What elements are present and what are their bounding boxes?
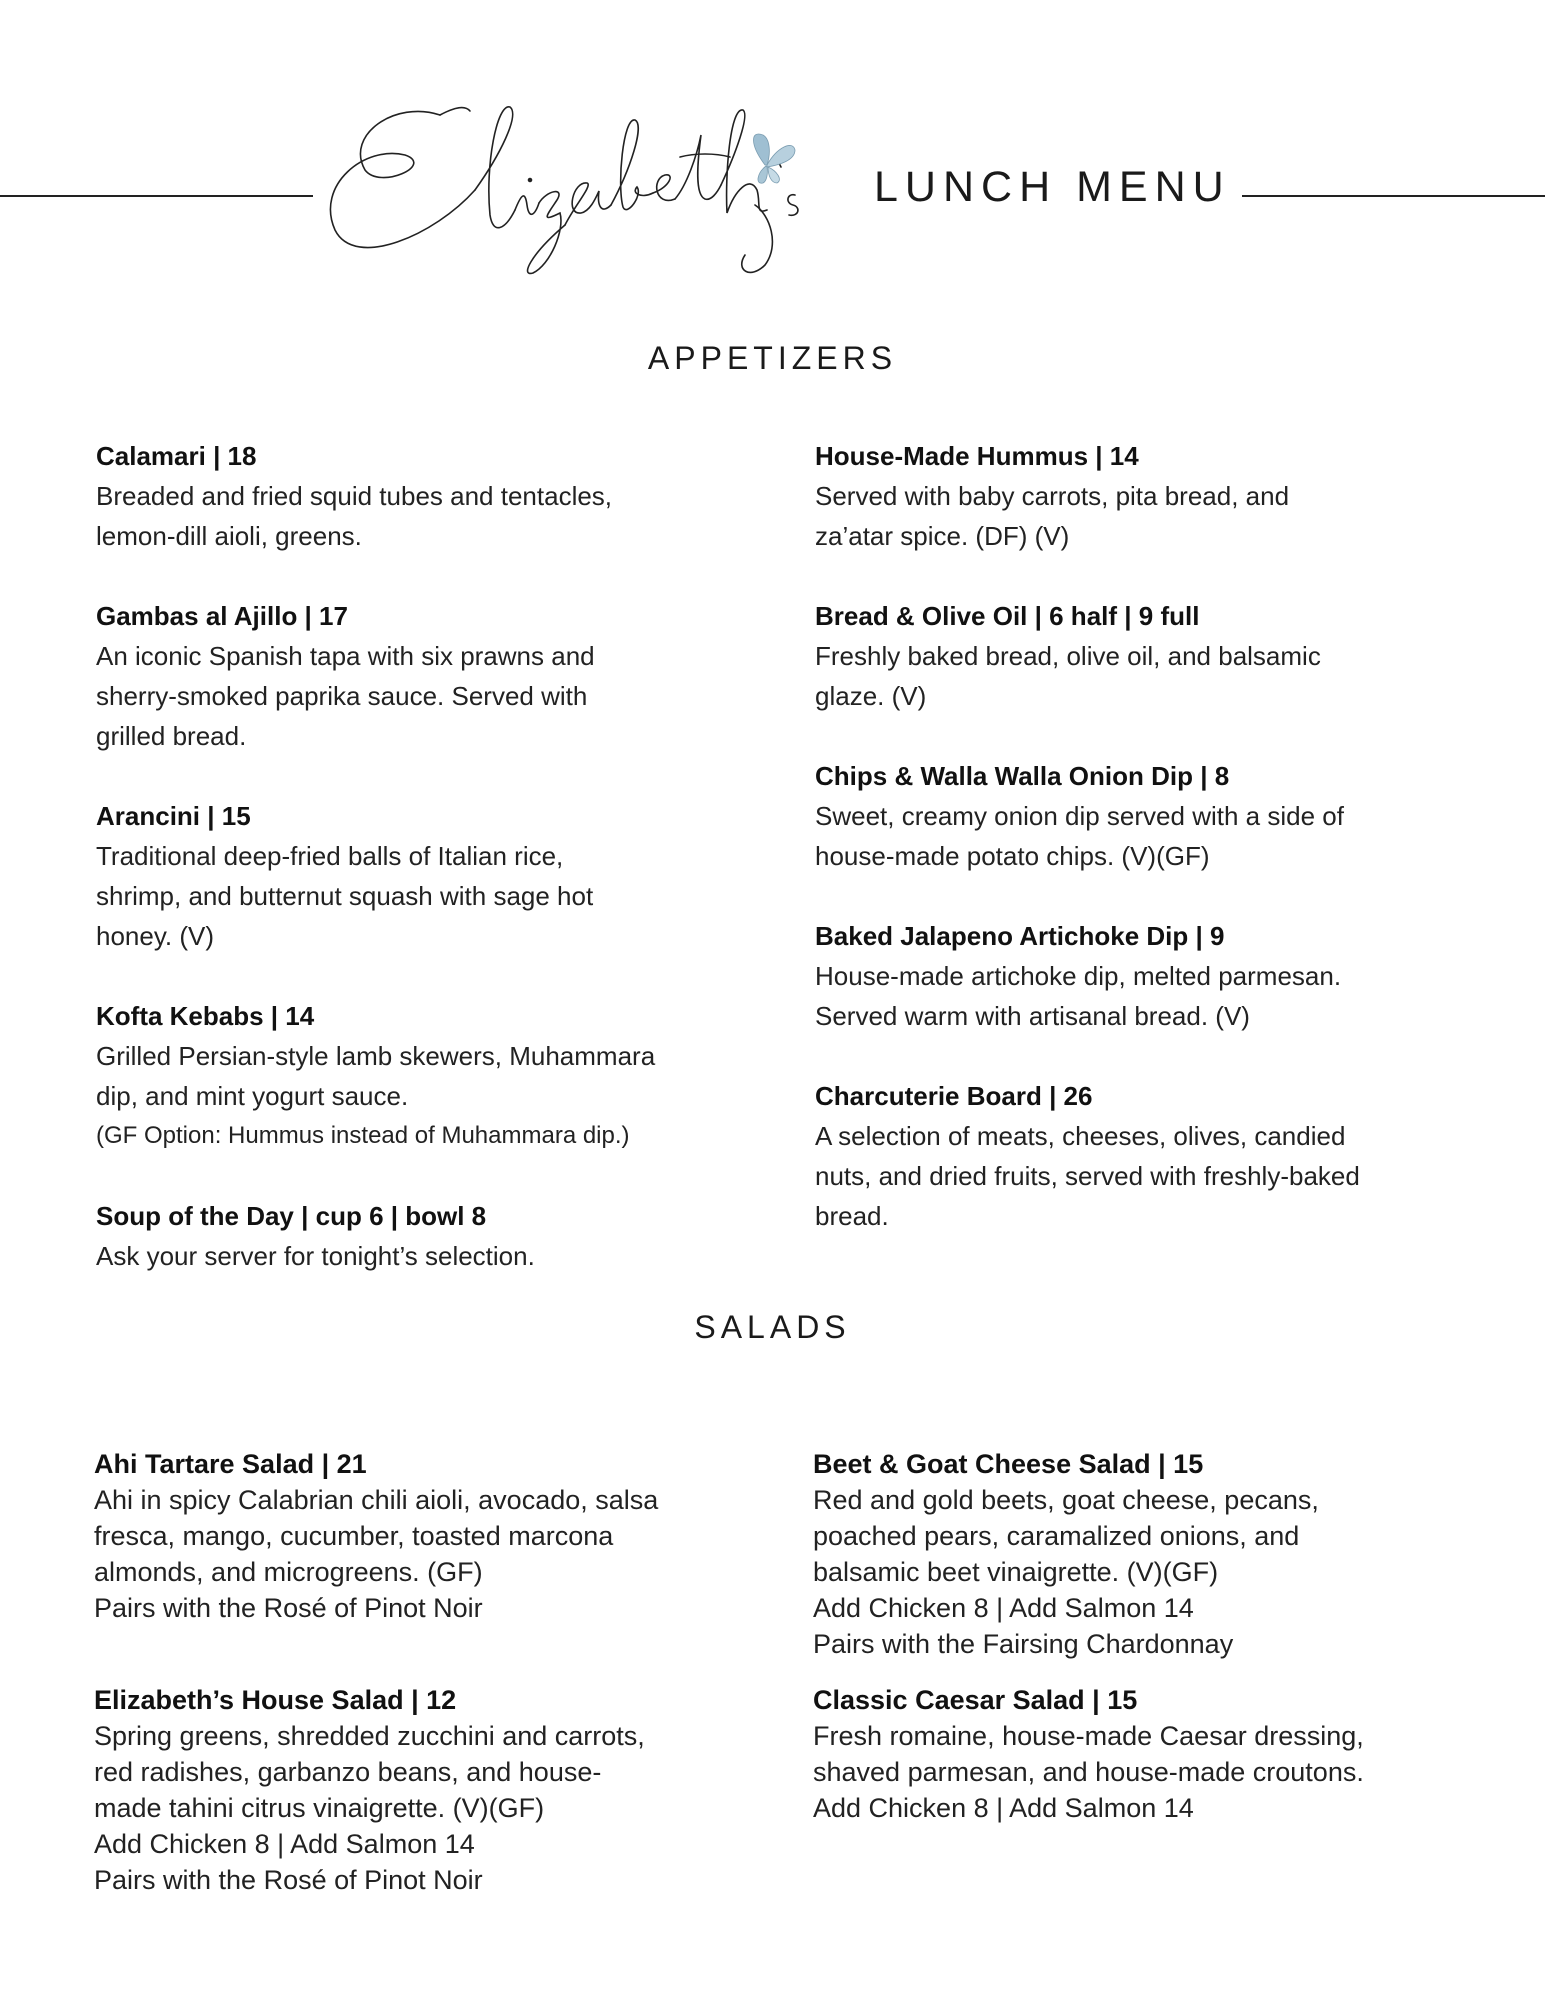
item-description: Sweet, creamy onion dip served with a side of house-made potato chips. (V)(GF) xyxy=(815,801,1344,871)
item-description: Breaded and fried squid tubes and tentacles, lemon-dill aioli, greens. xyxy=(96,481,613,551)
item-title: House-Made Hummus | 14 xyxy=(815,441,1139,471)
menu-item xyxy=(815,756,1495,876)
menu-item xyxy=(815,916,1495,1036)
menu-item xyxy=(815,596,1495,716)
menu-item xyxy=(94,1682,774,1898)
appetizers-heading: APPETIZERS xyxy=(647,340,898,376)
butterfly-icon xyxy=(753,134,795,183)
appetizers-left-column xyxy=(96,436,776,1276)
appetizers-right-column xyxy=(815,436,1495,1236)
item-title: Classic Caesar Salad | 15 xyxy=(813,1685,1138,1715)
menu-item xyxy=(813,1682,1493,1826)
item-description: Freshly baked bread, olive oil, and balsamic glaze. (V) xyxy=(815,641,1321,711)
menu-header xyxy=(0,0,1545,300)
elizabeths-logo xyxy=(325,95,815,280)
item-title: Kofta Kebabs | 14 xyxy=(96,1001,315,1031)
menu-item xyxy=(96,596,776,756)
menu-item xyxy=(815,436,1495,556)
item-title: Arancini | 15 xyxy=(96,801,251,831)
item-description: Ahi in spicy Calabrian chili aioli, avocado, salsa fresca, mango, cucumber, toasted marcona almonds, and microgreens. (GF) Pairs with the Rosé of Pinot Noir xyxy=(94,1485,659,1623)
item-title: Soup of the Day | cup 6 | bowl 8 xyxy=(96,1201,487,1231)
item-title: Charcuterie Board | 26 xyxy=(815,1081,1093,1111)
item-title: Chips & Walla Walla Onion Dip | 8 xyxy=(815,761,1230,791)
item-description: Served with baby carrots, pita bread, and za’atar spice. (DF) (V) xyxy=(815,481,1290,551)
item-title: Bread & Olive Oil | 6 half | 9 full xyxy=(815,601,1200,631)
item-note: (GF Option: Hummus instead of Muhammara dip.) xyxy=(96,1122,630,1149)
item-description: Ask your server for tonight’s selection. xyxy=(96,1241,535,1271)
item-description: Spring greens, shredded zucchini and carrots, red radishes, garbanzo beans, and house- made tahini citrus vinaigrette. (V)(GF) Add Chicken 8 | Add Salmon 14 Pairs with the Rosé of Pinot Noir xyxy=(94,1721,645,1895)
menu-title: LUNCH MENU xyxy=(874,163,1231,211)
item-title: Elizabeth’s House Salad | 12 xyxy=(94,1685,457,1715)
menu-item xyxy=(813,1446,1493,1662)
item-title: Baked Jalapeno Artichoke Dip | 9 xyxy=(815,921,1225,951)
item-description: Traditional deep-fried balls of Italian rice, shrimp, and butternut squash with sage hot honey. (V) xyxy=(96,841,594,951)
item-description: An iconic Spanish tapa with six prawns and sherry-smoked paprika sauce. Served with grilled bread. xyxy=(96,641,595,751)
menu-item xyxy=(815,1076,1495,1236)
menu-item xyxy=(94,1446,774,1626)
item-description: House-made artichoke dip, melted parmesan. Served warm with artisanal bread. (V) xyxy=(815,961,1342,1031)
item-description: Fresh romaine, house-made Caesar dressing, shaved parmesan, and house-made croutons. Add Chicken 8 | Add Salmon 14 xyxy=(813,1721,1364,1823)
item-title: Beet & Goat Cheese Salad | 15 xyxy=(813,1449,1204,1479)
menu-item xyxy=(96,996,776,1156)
item-description: Grilled Persian-style lamb skewers, Muhammara dip, and mint yogurt sauce. xyxy=(96,1041,656,1111)
menu-item xyxy=(96,436,776,556)
item-title: Gambas al Ajillo | 17 xyxy=(96,601,348,631)
salads-right-column xyxy=(813,1446,1493,1826)
header-rule-left xyxy=(0,195,313,197)
item-description: Red and gold beets, goat cheese, pecans, poached pears, caramalized onions, and balsamic beet vinaigrette. (V)(GF) Add Chicken 8 | Add Salmon 14 Pairs with the Fairsing Chardonnay xyxy=(813,1485,1319,1659)
salads-left-column xyxy=(94,1446,774,1898)
item-title: Ahi Tartare Salad | 21 xyxy=(94,1449,367,1479)
item-title: Calamari | 18 xyxy=(96,441,257,471)
salads-heading: SALADS xyxy=(694,1309,851,1345)
header-rule-right xyxy=(1242,195,1545,197)
menu-item xyxy=(96,796,776,956)
item-description: A selection of meats, cheeses, olives, candied nuts, and dried fruits, served with freshly-baked bread. xyxy=(815,1121,1360,1231)
menu-item xyxy=(96,1196,776,1276)
